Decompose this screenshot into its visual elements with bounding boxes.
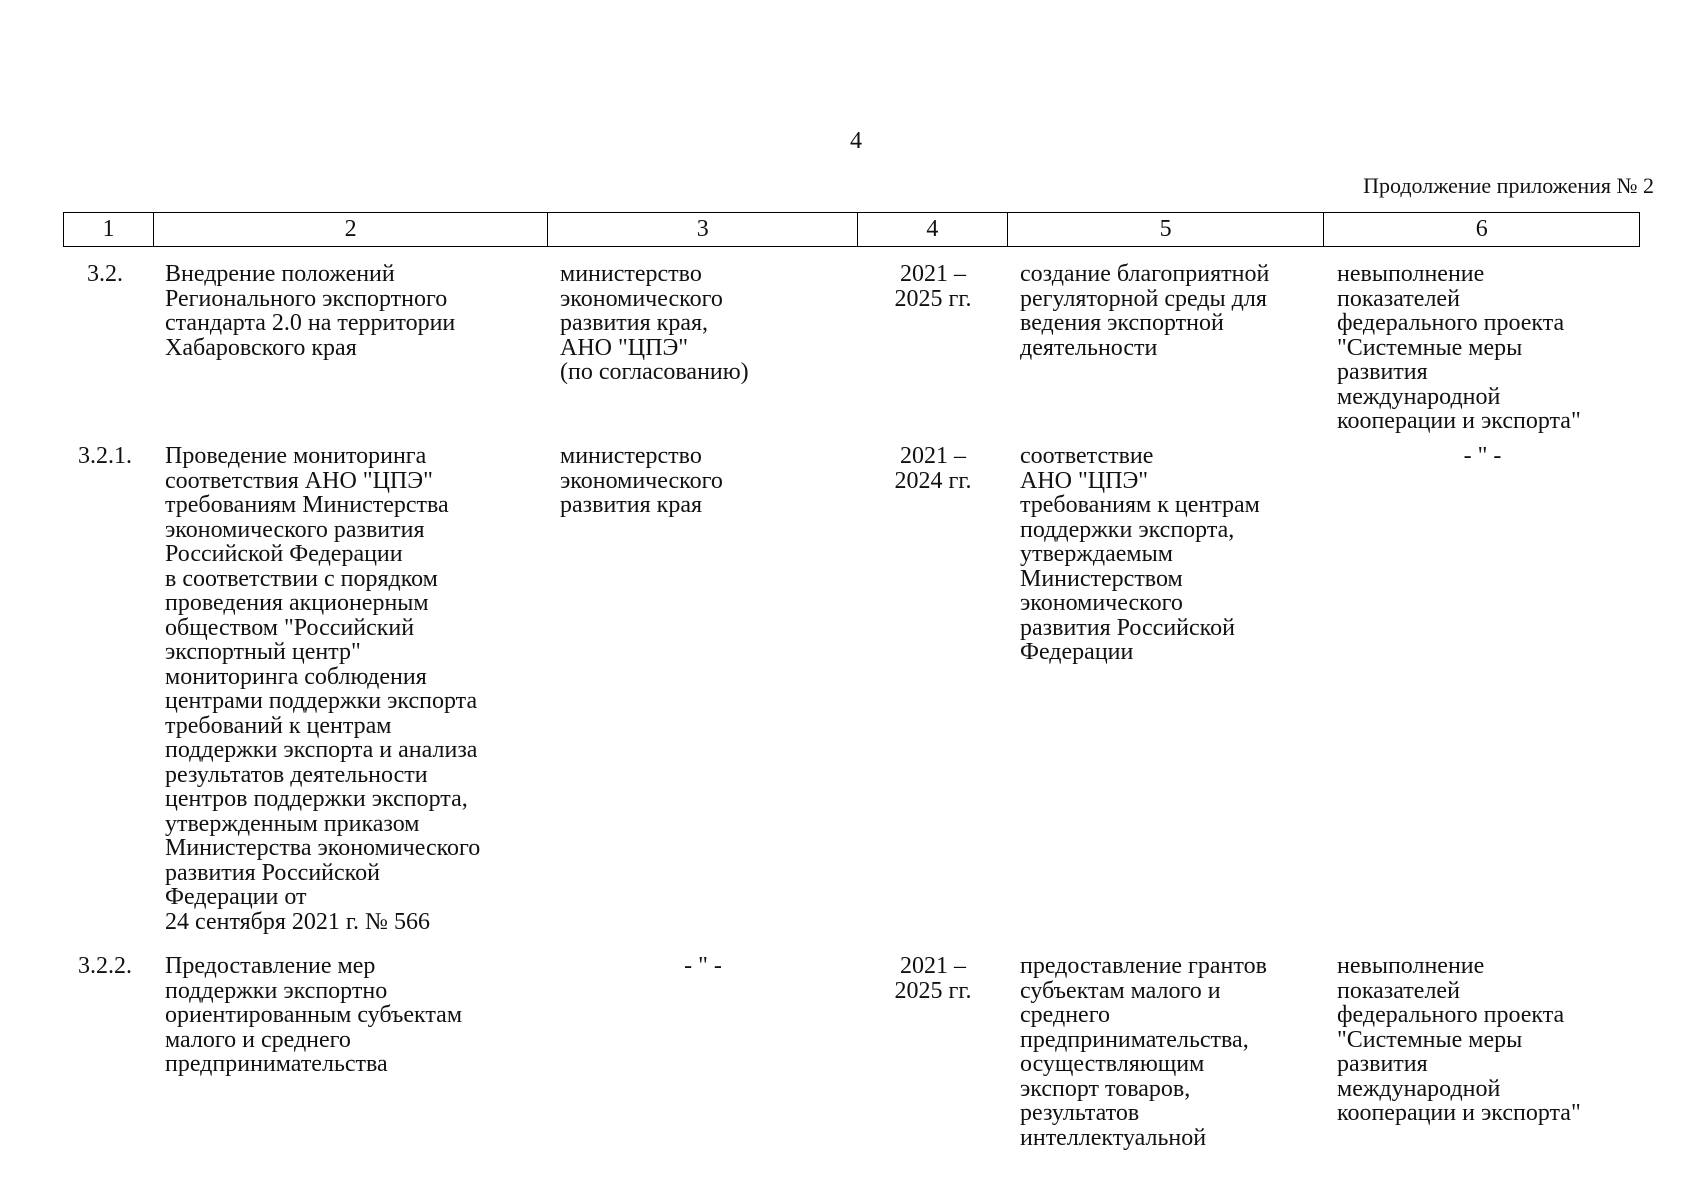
responsible-cell: министерство экономического развития края <box>560 443 723 518</box>
header-col-2: 2 <box>154 213 549 246</box>
measure-cell: Предоставление мер поддержки экспортно ориентированным субъектам малого и среднего предпринимательства <box>165 953 462 1077</box>
table-header <box>63 212 1640 247</box>
header-col-5: 5 <box>1008 213 1325 246</box>
header-col-4: 4 <box>858 213 1008 246</box>
responsible-cell: министерство экономического развития края, АНО "ЦПЭ" (по согласованию) <box>560 261 749 385</box>
row-number: 3.2.1. <box>78 443 132 469</box>
table-body <box>63 262 1640 1154</box>
period-cell: 2021 – 2025 гг. <box>894 261 972 312</box>
period-cell: 2021 – 2025 гг. <box>894 953 972 1004</box>
consequence-cell: невыполнение показателей федерального проекта "Системные меры развития международной кооперации и экспорта" <box>1337 261 1581 434</box>
row-number: 3.2. <box>87 261 123 287</box>
measure-cell: Внедрение положений Регионального экспортного стандарта 2.0 на территории Хабаровского края <box>165 261 456 361</box>
continuation-note: Продолжение приложения № 2 <box>1363 173 1654 198</box>
period-cell: 2021 – 2024 гг. <box>894 443 972 494</box>
header-col-3: 3 <box>548 213 858 246</box>
responsible-cell: - " - <box>684 953 722 979</box>
table-row <box>63 444 1640 954</box>
header-col-1: 1 <box>64 213 154 246</box>
result-cell: соответствие АНО "ЦПЭ" требованиям к центрам поддержки экспорта, утверждаемым Министерством экономического развития Российской Федерации <box>1020 443 1260 665</box>
table-row <box>63 262 1640 444</box>
row-number: 3.2.2. <box>78 953 132 979</box>
consequence-cell: невыполнение показателей федерального проекта "Системные меры развития международной кооперации и экспорта" <box>1337 953 1581 1126</box>
consequence-cell: - " - <box>1463 443 1502 469</box>
header-col-6: 6 <box>1475 216 1488 242</box>
result-cell: предоставление грантов субъектам малого и среднего предпринимательства, осуществляющим экспорт товаров, результатов интеллектуальной <box>1020 953 1267 1151</box>
result-cell: создание благоприятной регуляторной среды для ведения экспортной деятельности <box>1020 261 1270 361</box>
table-row <box>63 954 1640 1154</box>
page-number: 4 <box>850 128 862 154</box>
measure-cell: Проведение мониторинга соответствия АНО "ЦПЭ" требованиям Министерства экономического развития Российской Федерации в соответствии с порядком проведения акционерным обществом "Российский экспортный центр" мониторинга соблюдения центрами поддержки экспорта требований к центрам поддержки экспорта и анализа результатов деятельности центров поддержки экспорта, утвержденным приказом Министерства экономического развития Российской Федерации от 24 сентября 2021 г. № 566 <box>165 443 481 935</box>
